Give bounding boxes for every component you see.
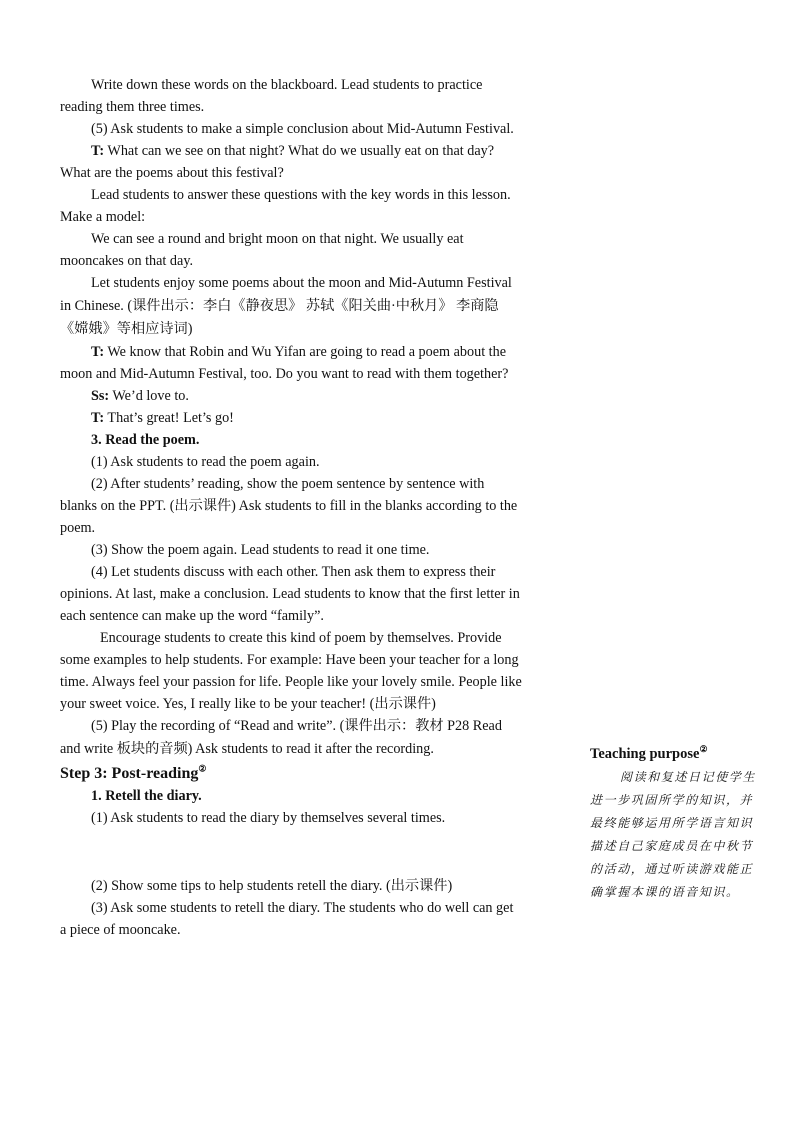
paragraph: (5) Ask students to make a simple conclusion about Mid-Autumn Festival. <box>91 121 514 137</box>
paragraph: (3) Ask some students to retell the diary. The students who do well can get a piece of mooncake. <box>60 900 514 938</box>
paragraph: We can see a round and bright moon on that night. We usually eat mooncakes on that day. <box>60 231 464 269</box>
spacer <box>60 829 522 875</box>
paragraph: Encourage students to create this kind of poem by themselves. Provide some examples to help students. For example: Have been your teacher for a long time. Always feel your passion for life. People like your lovely smile. People like your sweet voice. Yes, I really like to be your teacher! (出示课件) <box>60 630 522 712</box>
dialogue-text: We’d love to. <box>109 388 189 404</box>
sidebar-title: Teaching purpose② <box>590 744 708 762</box>
dialogue-text: We know that Robin and Wu Yifan are going to read a poem about the moon and Mid-Autumn Festival, too. Do you want to read with them together? <box>60 344 509 382</box>
paragraph: (1) Ask students to read the poem again. <box>91 454 320 470</box>
dialogue-line <box>60 385 522 407</box>
speaker-label: Ss: <box>91 388 110 404</box>
speaker-label: T: <box>91 344 105 360</box>
dialogue-text: That’s great! Let’s go! <box>104 410 234 426</box>
section-heading: 1. Retell the diary. <box>91 788 202 804</box>
paragraph: (3) Show the poem again. Lead students to read it one time. <box>91 542 430 558</box>
footnote-mark: ② <box>699 744 708 755</box>
speaker-label: T: <box>91 410 105 426</box>
section-heading: 3. Read the poem. <box>91 432 200 448</box>
dialogue-line <box>60 407 522 429</box>
sidebar-text: 阅读和复述日记使学生进一步巩固所学的知识，并最终能够运用所学语言知识描述自己家庭成员在中秋节的活动，通过听读游戏能正确掌握本课的语音知识。 <box>590 770 757 899</box>
paragraph: (5) Play the recording of “Read and write”. (课件出示：教材 P28 Read and write 板块的音频) Ask students to read it after the recording. <box>60 718 502 757</box>
dialogue-line <box>60 341 522 385</box>
paragraph: (4) Let students discuss with each other. Then ask them to express their opinions. At last, make a conclusion. Lead students to know that the first letter in each sentence can make up the word “family”. <box>60 564 520 624</box>
paragraph: (2) After students’ reading, show the poem sentence by sentence with blanks on the PPT. (出示课件) Ask students to fill in the blanks according to the poem. <box>60 476 518 536</box>
footnote-mark: ② <box>198 763 207 774</box>
speaker-label: T: <box>91 143 105 159</box>
paragraph: Lead students to answer these questions with the key words in this lesson. Make a model: <box>60 187 511 225</box>
step-title: Step 3: Post-reading <box>60 765 199 782</box>
teaching-purpose-sidebar <box>590 742 760 904</box>
lesson-body <box>60 74 522 941</box>
paragraph: Write down these words on the blackboard. Lead students to practice reading them three times. <box>60 77 483 115</box>
dialogue-text: What can we see on that night? What do we usually eat on that day? What are the poems about this festival? <box>60 143 495 181</box>
paragraph: Let students enjoy some poems about the moon and Mid-Autumn Festival in Chinese. (课件出示：李白《静夜思》 苏轼《阳关曲·中秋月》 李商隐《嫦娥》等相应诗词) <box>60 275 512 337</box>
paragraph: (1) Ask students to read the diary by themselves several times. <box>91 810 446 826</box>
step-heading <box>60 763 522 785</box>
paragraph: (2) Show some tips to help students retell the diary. (出示课件) <box>91 878 453 894</box>
dialogue-line <box>60 140 522 184</box>
